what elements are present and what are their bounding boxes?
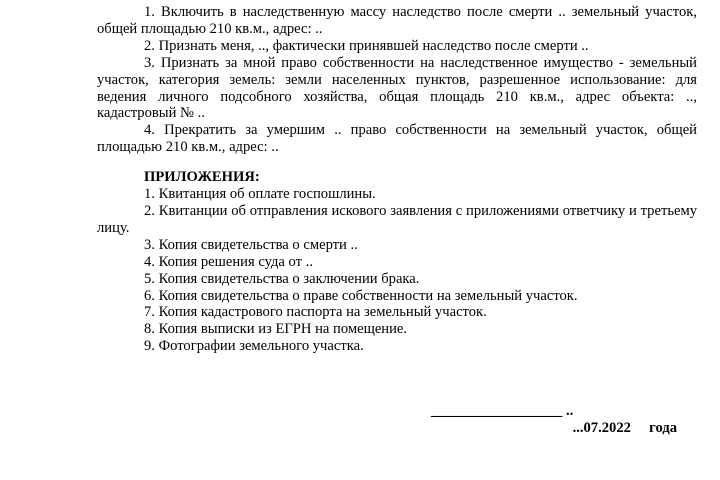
attachments-heading: ПРИЛОЖЕНИЯ: [144, 169, 260, 186]
attachment-item-8: 8. Копия выписки из ЕГРН на помещение. [144, 321, 408, 338]
signature-block [431, 403, 677, 437]
attachment-item-7: 7. Копия кадастрового паспорта на земельный участок. [144, 304, 487, 321]
document-content [97, 4, 697, 355]
claim-paragraph-1: 1. Включить в наследственную массу наследство после смерти .. земельный участок, общей площадью 210 кв.м., адрес: .. [97, 4, 697, 37]
attachment-item-6: 6. Копия свидетельства о праве собственности на земельный участок. [144, 287, 578, 304]
attachment-item-1: 1. Квитанция об оплате госпошлины. [144, 186, 376, 203]
attachment-item-4: 4. Копия решения суда от .. [144, 253, 313, 270]
attachment-item-3: 3. Копия свидетельства о смерти .. [144, 236, 358, 253]
attachment-item-2: 2. Квитанции об отправления искового заявления с приложениями ответчику и третьему лицу. [97, 202, 697, 236]
signature-date: ...07.2022 года [572, 419, 677, 436]
claim-paragraph-4: 4. Прекратить за умершим .. право собственности на земельный участок, общей площадью 210 кв.м., адрес: .. [97, 122, 697, 156]
claim-paragraph-2: 2. Признать меня, .., фактически принявшей наследство после смерти .. [144, 37, 589, 54]
signature-line: __________________ .. [431, 403, 574, 419]
claim-paragraph-3: 3. Признать за мной право собственности на наследственное имущество - земельный участок, категория земель: земли населенных пунктов, разрешенное использование: для ведения личного подсобного хозяйства, общая площадь 210 кв.м., адрес объекта: .., кадастровый № .. [97, 54, 697, 122]
attachment-item-5: 5. Копия свидетельства о заключении брака. [144, 270, 420, 287]
attachment-item-9: 9. Фотографии земельного участка. [144, 338, 364, 355]
